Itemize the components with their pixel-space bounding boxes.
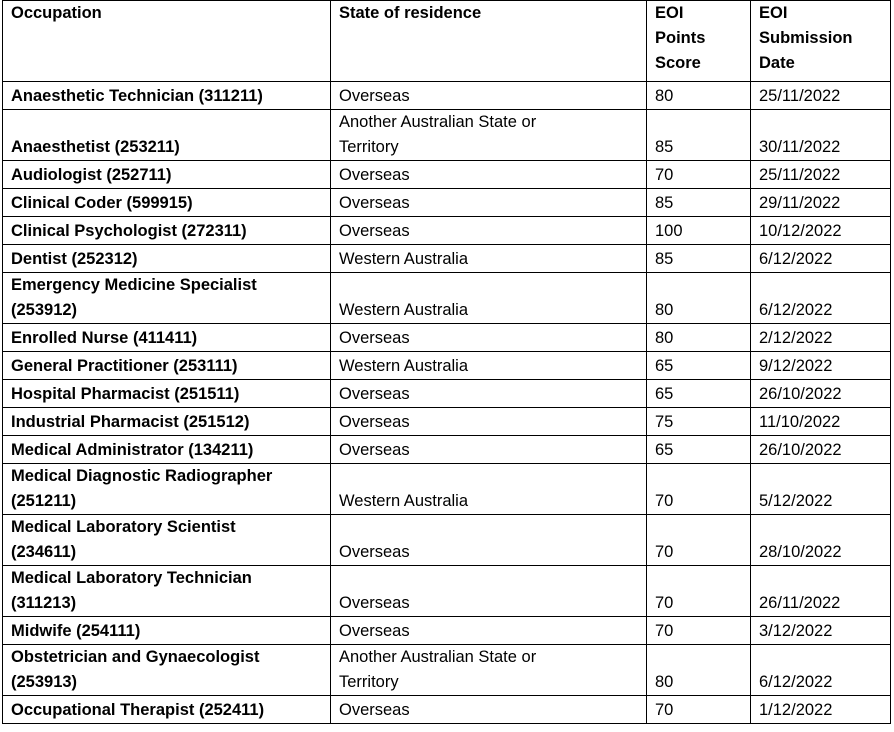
occupation-cell <box>3 189 331 217</box>
occupation-text: Obstetrician and Gynaecologist <box>11 648 260 666</box>
table-row <box>3 189 891 217</box>
state-text: Western Australia <box>339 492 469 510</box>
date-cell: 26/11/2022 <box>751 566 891 617</box>
state-cell <box>331 352 647 380</box>
occupation-text: Dentist (252312) <box>11 250 138 268</box>
table-row <box>3 352 891 380</box>
table-row <box>3 273 891 324</box>
table-row <box>3 617 891 645</box>
date-cell: 6/12/2022 <box>751 273 891 324</box>
state-text: Overseas <box>339 701 410 719</box>
state-cell <box>331 464 647 515</box>
points-cell: 70 <box>647 617 751 645</box>
points-cell: 75 <box>647 408 751 436</box>
points-cell: 80 <box>647 273 751 324</box>
date-cell: 11/10/2022 <box>751 408 891 436</box>
date-cell: 1/12/2022 <box>751 696 891 724</box>
state-text: Overseas <box>339 413 410 431</box>
occupation-text: Anaesthetic Technician (311211) <box>11 87 263 105</box>
state-cell <box>331 324 647 352</box>
occupation-text-line-2: (251211) <box>11 492 77 510</box>
state-cell <box>331 617 647 645</box>
state-text: Overseas <box>339 385 410 403</box>
state-text: Overseas <box>339 441 410 459</box>
occupation-cell <box>3 273 331 324</box>
date-cell: 10/12/2022 <box>751 217 891 245</box>
date-cell: 25/11/2022 <box>751 82 891 110</box>
table-row <box>3 161 891 189</box>
points-cell: 80 <box>647 324 751 352</box>
points-cell: 65 <box>647 352 751 380</box>
points-cell: 70 <box>647 566 751 617</box>
state-text-line-2: Territory <box>339 673 399 691</box>
state-cell <box>331 566 647 617</box>
points-cell: 70 <box>647 464 751 515</box>
occupation-cell <box>3 352 331 380</box>
points-cell: 70 <box>647 161 751 189</box>
occupation-text: Clinical Coder (599915) <box>11 194 193 212</box>
occupation-text: Occupational Therapist (252411) <box>11 701 265 719</box>
state-text: Another Australian State or <box>339 113 537 131</box>
occupation-text-line-2: (253913) <box>11 673 78 691</box>
occupation-cell <box>3 245 331 273</box>
date-cell: 9/12/2022 <box>751 352 891 380</box>
occupation-cell <box>3 161 331 189</box>
date-cell: 2/12/2022 <box>751 324 891 352</box>
table-row <box>3 110 891 161</box>
state-text: Overseas <box>339 222 410 240</box>
state-text: Overseas <box>339 329 410 347</box>
points-cell: 80 <box>647 645 751 696</box>
occupation-cell <box>3 82 331 110</box>
occupation-cell <box>3 464 331 515</box>
header-date <box>751 1 891 82</box>
occupation-cell <box>3 515 331 566</box>
points-cell: 65 <box>647 380 751 408</box>
occupation-text-line-2: (253912) <box>11 301 78 319</box>
state-cell <box>331 515 647 566</box>
occupation-text: Enrolled Nurse (411411) <box>11 329 198 347</box>
state-text: Western Australia <box>339 357 469 375</box>
table-row <box>3 696 891 724</box>
header-points-line-2: Points <box>655 29 706 47</box>
table-body <box>3 82 891 724</box>
occupation-text: Medical Diagnostic Radiographer <box>11 467 273 485</box>
occupation-text: Audiologist (252711) <box>11 166 172 184</box>
occupation-text: Medical Administrator (134211) <box>11 441 254 459</box>
occupation-text-line-2: (311213) <box>11 594 77 612</box>
table-row <box>3 82 891 110</box>
occupation-text: Hospital Pharmacist (251511) <box>11 385 240 403</box>
header-date-line-2: Submission <box>759 29 853 47</box>
points-cell: 100 <box>647 217 751 245</box>
occupation-cell <box>3 645 331 696</box>
points-cell: 85 <box>647 245 751 273</box>
state-cell <box>331 645 647 696</box>
occupation-cell <box>3 696 331 724</box>
occupation-text: Anaesthetist (253211) <box>11 138 180 156</box>
table-row <box>3 380 891 408</box>
date-cell: 26/10/2022 <box>751 436 891 464</box>
occupation-cell <box>3 380 331 408</box>
state-text: Overseas <box>339 166 410 184</box>
occupation-text: Clinical Psychologist (272311) <box>11 222 247 240</box>
occupation-cell <box>3 408 331 436</box>
date-cell: 30/11/2022 <box>751 110 891 161</box>
header-occupation: Occupation <box>3 1 331 82</box>
table-row <box>3 245 891 273</box>
points-cell: 80 <box>647 82 751 110</box>
state-text: Another Australian State or <box>339 648 537 666</box>
state-cell <box>331 408 647 436</box>
header-date-line-3: Date <box>759 54 795 72</box>
state-cell <box>331 696 647 724</box>
date-cell: 25/11/2022 <box>751 161 891 189</box>
header-date-line-1: EOI <box>759 4 788 22</box>
occupation-text: Emergency Medicine Specialist <box>11 276 257 294</box>
state-text: Overseas <box>339 622 410 640</box>
table-row <box>3 645 891 696</box>
occupation-text: General Practitioner (253111) <box>11 357 238 375</box>
table-row <box>3 436 891 464</box>
date-cell: 6/12/2022 <box>751 645 891 696</box>
state-text: Western Australia <box>339 250 469 268</box>
state-cell <box>331 161 647 189</box>
occupation-cell <box>3 324 331 352</box>
table-row <box>3 324 891 352</box>
occupation-text: Medical Laboratory Technician <box>11 569 252 587</box>
date-cell: 28/10/2022 <box>751 515 891 566</box>
occupation-text: Industrial Pharmacist (251512) <box>11 413 250 431</box>
points-cell: 70 <box>647 696 751 724</box>
state-cell <box>331 273 647 324</box>
table-row <box>3 566 891 617</box>
header-points <box>647 1 751 82</box>
occupation-cell <box>3 436 331 464</box>
state-cell <box>331 189 647 217</box>
points-cell: 70 <box>647 515 751 566</box>
occupation-cell <box>3 566 331 617</box>
date-cell: 26/10/2022 <box>751 380 891 408</box>
table-row <box>3 515 891 566</box>
points-cell: 65 <box>647 436 751 464</box>
occupation-text: Midwife (254111) <box>11 622 141 640</box>
date-cell: 6/12/2022 <box>751 245 891 273</box>
state-cell <box>331 380 647 408</box>
occupation-cell <box>3 617 331 645</box>
occupation-text: Medical Laboratory Scientist <box>11 518 236 536</box>
date-cell: 29/11/2022 <box>751 189 891 217</box>
table-row <box>3 408 891 436</box>
state-cell <box>331 82 647 110</box>
points-cell: 85 <box>647 110 751 161</box>
state-cell <box>331 110 647 161</box>
header-row <box>3 1 891 82</box>
occupation-cell <box>3 110 331 161</box>
state-text-line-2: Territory <box>339 138 399 156</box>
state-text: Overseas <box>339 87 410 105</box>
header-points-line-3: Score <box>655 54 701 72</box>
state-cell <box>331 245 647 273</box>
date-cell: 3/12/2022 <box>751 617 891 645</box>
state-text: Overseas <box>339 194 410 212</box>
date-cell: 5/12/2022 <box>751 464 891 515</box>
header-points-line-1: EOI <box>655 4 684 22</box>
header-state: State of residence <box>331 1 647 82</box>
state-text: Overseas <box>339 594 410 612</box>
state-cell <box>331 436 647 464</box>
occupation-text-line-2: (234611) <box>11 543 77 561</box>
state-text: Western Australia <box>339 301 469 319</box>
occupation-cell <box>3 217 331 245</box>
table-row <box>3 464 891 515</box>
table-row <box>3 217 891 245</box>
eoi-table <box>2 0 891 724</box>
state-cell <box>331 217 647 245</box>
state-text: Overseas <box>339 543 410 561</box>
points-cell: 85 <box>647 189 751 217</box>
